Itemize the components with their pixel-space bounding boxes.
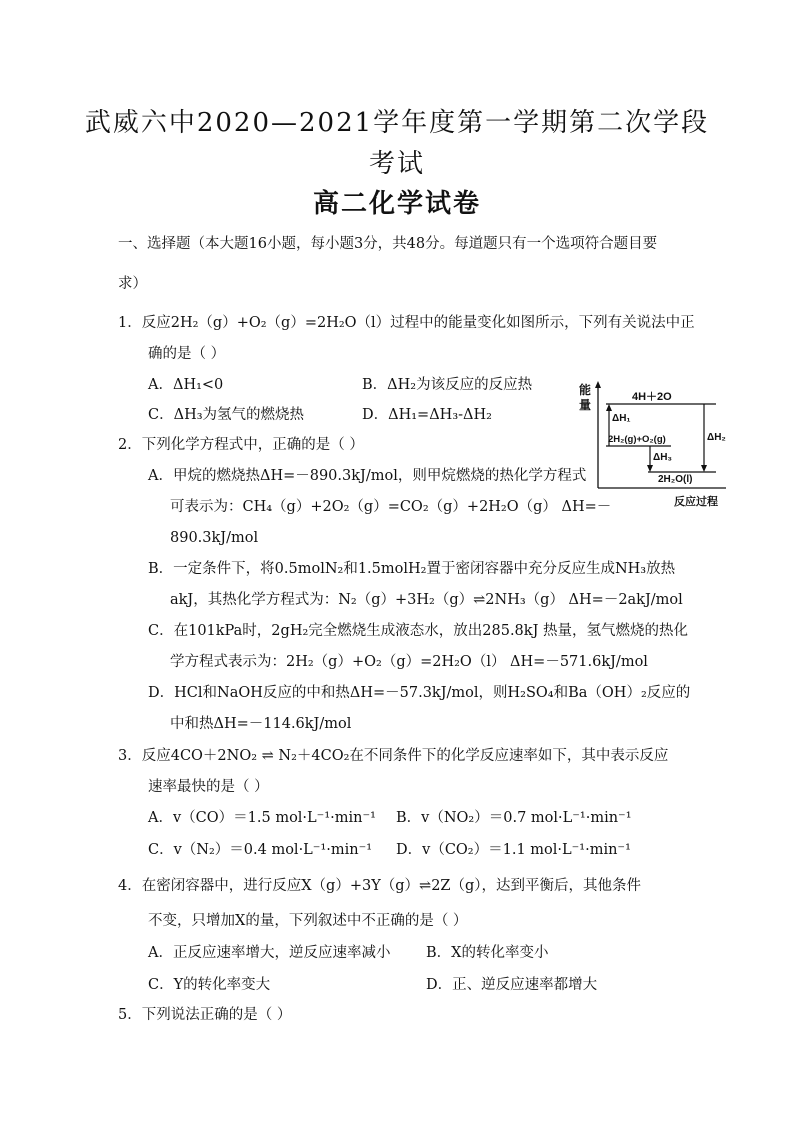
x-axis-label: 反应过程 — [674, 496, 718, 508]
q2-option-d-line1: D．HCl和NaOH反应的中和热ΔH=－57.3kJ/mol，则H₂SO₄和Ba（OH）₂反应的 — [148, 685, 691, 701]
q2-option-a-line2: 可表示为：CH₄（g）+2O₂（g）=CO₂（g）+2H₂O（g） ΔH=－ — [170, 499, 612, 515]
exam-title-line1: 武威六中2020—2021学年度第一学期第二次学段 — [84, 108, 710, 138]
exam-title-line2: 考试 — [368, 149, 425, 179]
q1-stem-line2: 确的是（ ） — [148, 346, 226, 362]
q2-option-d-line2: 中和热ΔH=－114.6kJ/mol — [170, 716, 352, 732]
q2-option-b-line1: B．一定条件下，将0.5molN₂和1.5molH₂置于密闭容器中充分反应生成NH₃放热 — [148, 561, 676, 577]
q3-option-b: B．v（NO₂）＝0.7 mol·L⁻¹·min⁻¹ — [396, 810, 632, 826]
exam-subtitle: 高二化学试卷 — [312, 189, 481, 219]
q4-option-a: A．正反应速率增大，逆反应速率减小 — [148, 945, 391, 961]
q4-stem-line2: 不变，只增加X的量，下列叙述中不正确的是（ ） — [148, 913, 468, 929]
q1-option-d: D．ΔH₁=ΔH₃-ΔH₂ — [362, 407, 492, 423]
y-axis-label-1: 能 — [579, 383, 592, 397]
q2-stem: 2．下列化学方程式中，正确的是（ ） — [118, 437, 364, 453]
delta-h3-label: ΔH₃ — [653, 452, 673, 463]
delta-h1-label: ΔH₁ — [612, 413, 631, 424]
section-heading-line2: 求） — [118, 276, 147, 292]
q5-stem: 5．下列说法正确的是（ ） — [118, 1007, 292, 1023]
q2-option-a-line3: 890.3kJ/mol — [170, 530, 259, 546]
q1-option-b: B．ΔH₂为该反应的反应热 — [362, 377, 533, 393]
q2-option-c-line2: 学方程式表示为：2H₂（g）+O₂（g）=2H₂O（l） ΔH=－571.6kJ/mol — [170, 654, 648, 670]
y-axis-label-2: 量 — [579, 398, 592, 412]
q2-option-a-line1: A．甲烷的燃烧热ΔH=－890.3kJ/mol，则甲烷燃烧的热化学方程式 — [148, 468, 587, 484]
q1-stem-line1: 1．反应2H₂（g）+O₂（g）=2H₂O（l）过程中的能量变化如图所示，下列有关说法中正 — [118, 315, 695, 331]
q2-option-b-line2: akJ，其热化学方程式为：N₂（g）+3H₂（g）⇌2NH₃（g） ΔH=－2akJ/mol — [170, 592, 683, 608]
level-product: 2H₂O(l) — [658, 474, 693, 485]
q1-option-c: C．ΔH₃为氢气的燃烧热 — [148, 407, 305, 423]
section-heading-line1: 一、选择题（本大题16小题，每小题3分，共48分。每道题只有一个选项符合题目要 — [118, 236, 658, 252]
delta-h2-label: ΔH₂ — [707, 432, 726, 443]
q4-option-b: B．X的转化率变小 — [426, 945, 549, 961]
q3-stem-line1: 3．反应4CO＋2NO₂ ⇌ N₂＋4CO₂在不同条件下的化学反应速率如下，其中表示反应 — [118, 748, 669, 764]
q2-option-c-line1: C．在101kPa时，2gH₂完全燃烧生成液态水，放出285.8kJ 热量，氢气燃烧的热化 — [148, 623, 688, 639]
q3-option-a: A．v（CO）＝1.5 mol·L⁻¹·min⁻¹ — [148, 810, 376, 826]
level-4h2o: 4H＋2O — [632, 391, 672, 403]
level-reactants: 2H₂(g)+O₂(g) — [608, 434, 666, 445]
q4-stem-line1: 4．在密闭容器中，进行反应X（g）+3Y（g）⇌2Z（g），达到平衡后，其他条件 — [118, 878, 642, 894]
q4-option-d: D．正、逆反应速率都增大 — [426, 977, 598, 993]
q1-option-a: A．ΔH₁<0 — [148, 377, 224, 393]
q3-option-c: C．v（N₂）＝0.4 mol·L⁻¹·min⁻¹ — [148, 842, 373, 858]
energy-diagram — [576, 380, 736, 510]
q4-option-c: C．Y的转化率变大 — [148, 977, 271, 993]
q3-option-d: D．v（CO₂）＝1.1 mol·L⁻¹·min⁻¹ — [396, 842, 631, 858]
q3-stem-line2: 速率最快的是（ ） — [148, 779, 269, 795]
